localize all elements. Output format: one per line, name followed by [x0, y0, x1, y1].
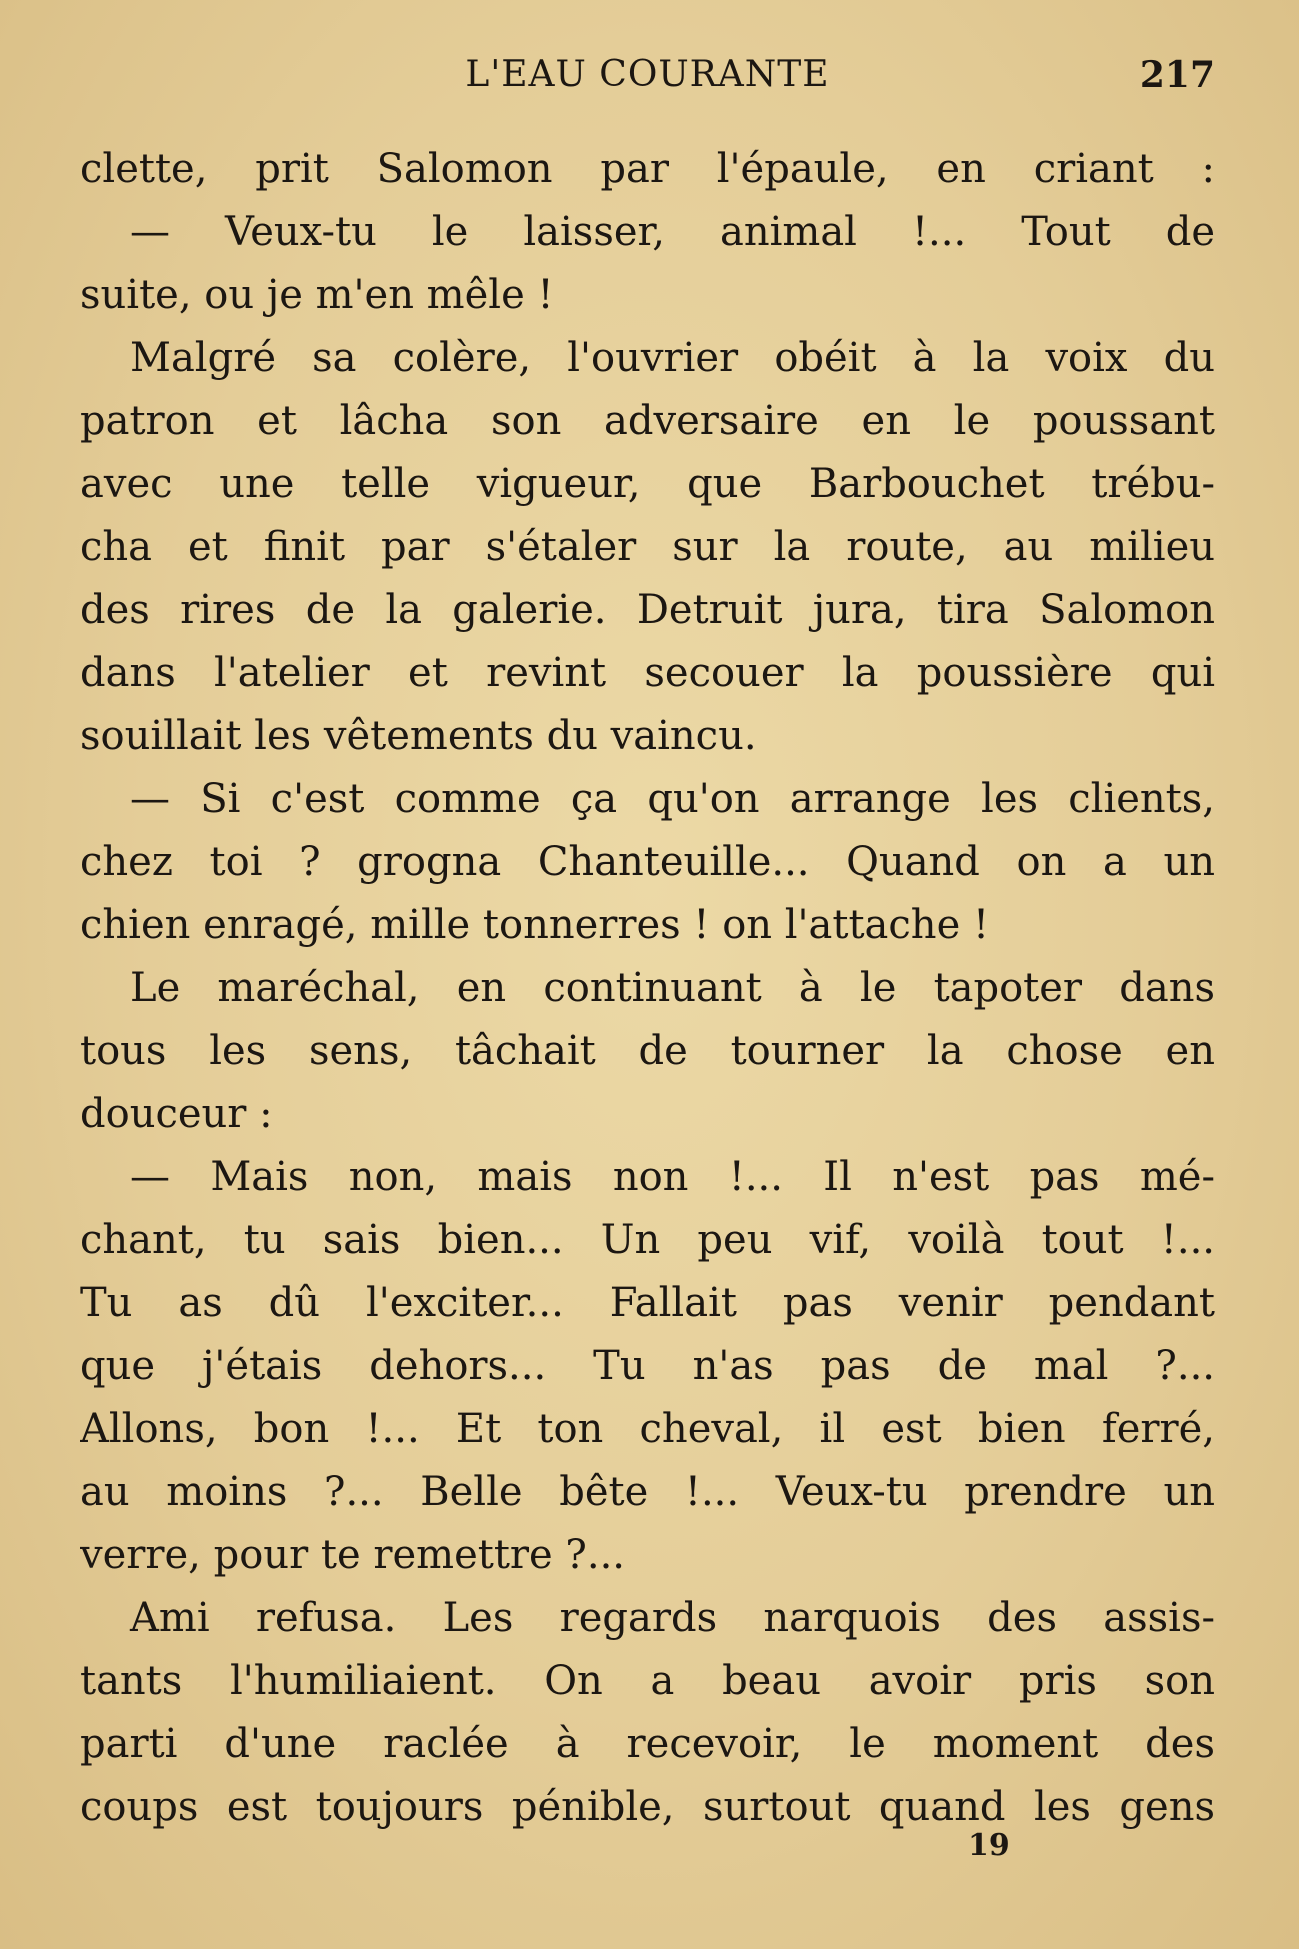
text-line: tants l'humiliaient. On a beau avoir pris son [80, 1658, 1215, 1704]
text-line: cha et finit par s'étaler sur la route, au milieu [80, 524, 1215, 570]
text-line: Malgré sa colère, l'ouvrier obéit à la voix du [130, 335, 1215, 381]
text-line: clette, prit Salomon par l'épaule, en criant : [80, 146, 1215, 192]
text-line: Le maréchal, en continuant à le tapoter dans [130, 965, 1215, 1011]
text-line: avec une telle vigueur, que Barbouchet trébu- [80, 461, 1215, 507]
text-line: au moins ?... Belle bête !... Veux-tu prendre un [80, 1469, 1215, 1515]
text-line: parti d'une raclée à recevoir, le moment des [80, 1721, 1215, 1767]
text-line: Ami refusa. Les regards narquois des assis- [130, 1595, 1215, 1641]
text-line: souillait les vêtements du vaincu. [80, 713, 757, 759]
text-line: chien enragé, mille tonnerres ! on l'attache ! [80, 902, 990, 948]
text-line: Allons, bon !... Et ton cheval, il est bien ferré, [80, 1406, 1215, 1452]
text-line: patron et lâcha son adversaire en le poussant [80, 398, 1215, 444]
text-line: coups est toujours pénible, surtout quand les gens [80, 1784, 1215, 1830]
text-line: — Si c'est comme ça qu'on arrange les clients, [130, 776, 1215, 822]
running-title: L'EAU COURANTE [465, 54, 830, 95]
page-number: 217 [1139, 54, 1215, 96]
body-text [80, 138, 1215, 1839]
text-line: verre, pour te remettre ?... [80, 1532, 625, 1578]
text-line: que j'étais dehors... Tu n'as pas de mal ?... [80, 1343, 1215, 1389]
text-line: — Mais non, mais non !... Il n'est pas mé- [130, 1154, 1215, 1200]
signature-mark: 19 [968, 1828, 1010, 1863]
text-line: tous les sens, tâchait de tourner la chose en [80, 1028, 1215, 1074]
running-head [80, 54, 1215, 104]
text-line: Tu as dû l'exciter... Fallait pas venir pendant [80, 1280, 1215, 1326]
text-line: chant, tu sais bien... Un peu vif, voilà tout !... [80, 1217, 1215, 1263]
text-line: douceur : [80, 1091, 273, 1137]
text-line: — Veux-tu le laisser, animal !... Tout de [130, 209, 1215, 255]
text-line: dans l'atelier et revint secouer la poussière qui [80, 650, 1215, 696]
text-line: chez toi ? grogna Chanteuille... Quand on a un [80, 839, 1215, 885]
text-line: suite, ou je m'en mêle ! [80, 272, 554, 318]
text-line: des rires de la galerie. Detruit jura, tira Salomon [80, 587, 1215, 633]
